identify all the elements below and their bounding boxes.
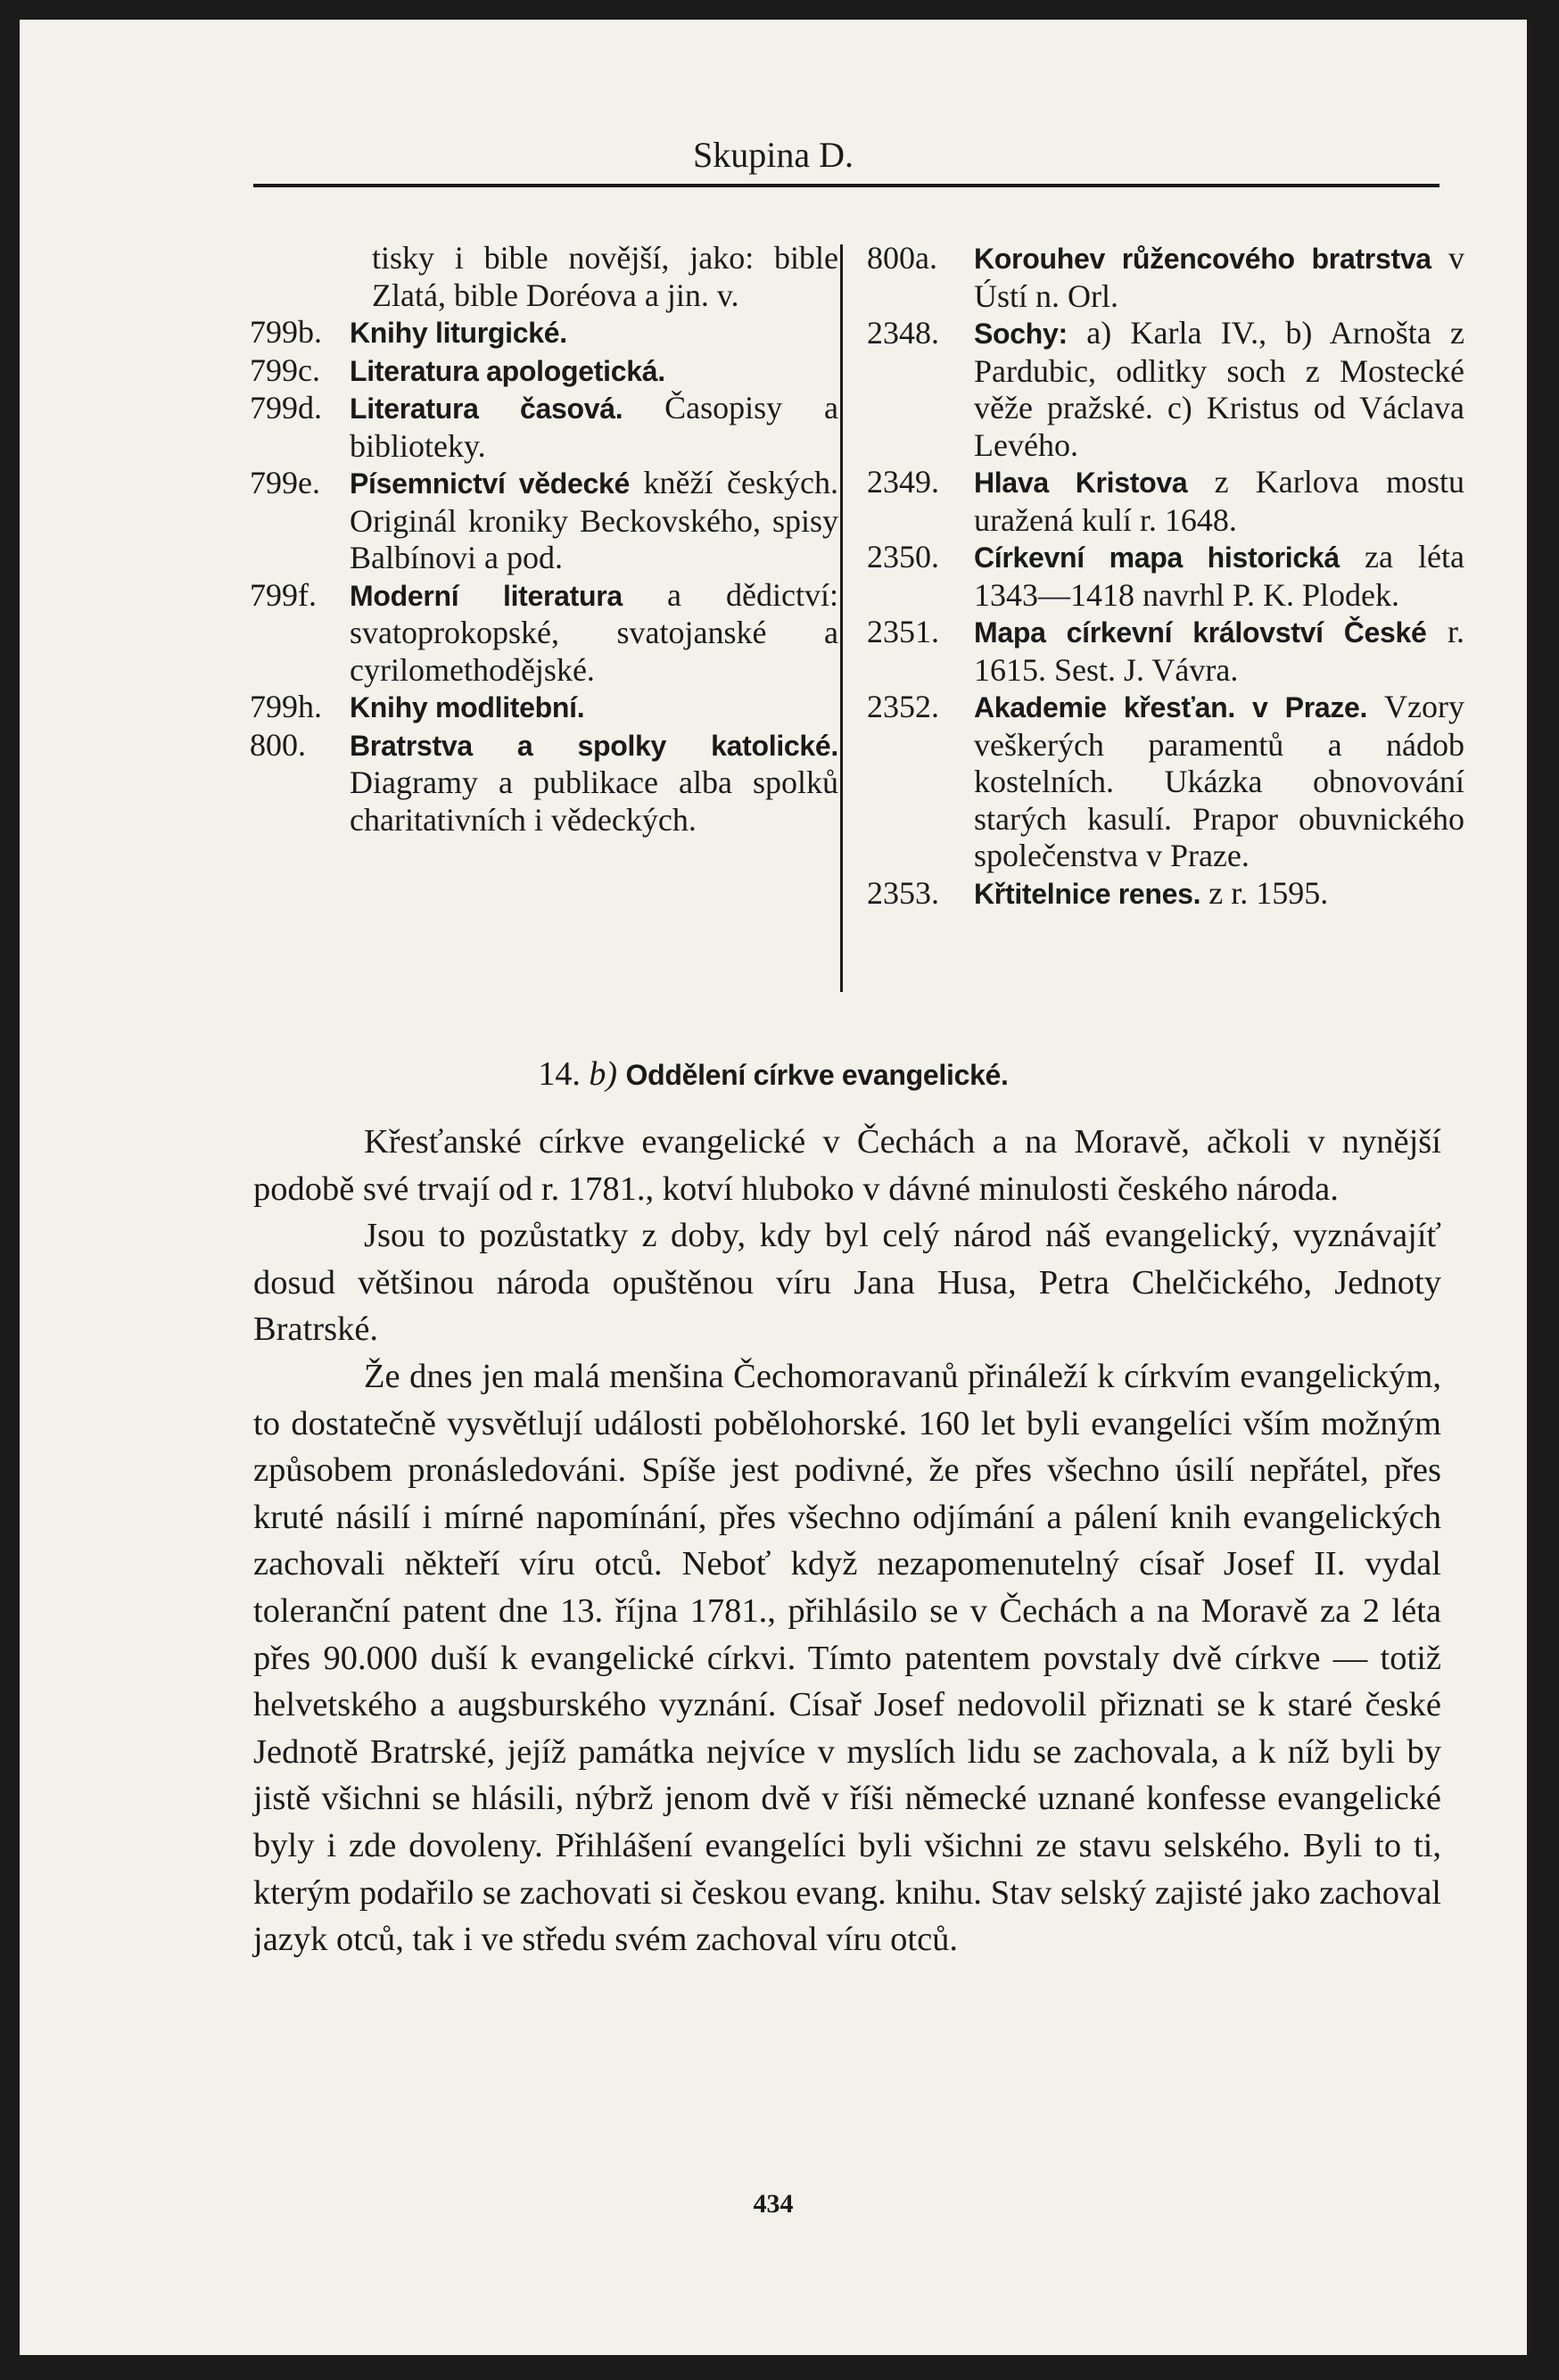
entry-text xyxy=(350,352,838,391)
entry-description: Časopisy a biblioteky. xyxy=(350,390,838,464)
entry-number: 799c. xyxy=(250,351,320,388)
section-heading xyxy=(20,1054,1527,1094)
catalog-entry xyxy=(867,240,1464,315)
catalog-entry xyxy=(867,875,1464,913)
entry-text xyxy=(350,727,838,839)
entry-title: Moderní literatura xyxy=(350,579,623,612)
entry-text xyxy=(350,465,838,577)
entry-title: Hlava Kristova xyxy=(974,467,1188,499)
entry-description: v Ústí n. Orl. xyxy=(974,240,1464,314)
book-page xyxy=(20,20,1527,2355)
entry-number: 2351. xyxy=(867,614,939,649)
entry-title: Knihy modlitební. xyxy=(350,691,585,723)
entry-text xyxy=(974,240,1464,315)
entry-text xyxy=(350,390,838,465)
entry-number: 2352. xyxy=(867,689,939,724)
section-title: Oddělení církve evangelické. xyxy=(625,1059,1009,1091)
catalog-entry xyxy=(250,577,838,690)
entry-title: Literatura apologetická. xyxy=(350,354,665,387)
body-text xyxy=(253,1119,1441,1963)
entry-number: 800. xyxy=(250,726,306,763)
entry-text xyxy=(350,314,838,352)
entry-number: 2350. xyxy=(867,539,939,574)
entry-text xyxy=(350,689,838,727)
entry-description: z r. 1595. xyxy=(1208,874,1329,911)
entry-number: 799f. xyxy=(250,576,317,613)
entry-title: Církevní mapa historická xyxy=(974,541,1340,574)
column-divider xyxy=(840,244,843,992)
entry-description: Vzory veškerých paramentů a nádob kostelních. Ukázka obnovování starých kasulí. Prapor obuvnického společenstva v Praze. xyxy=(974,689,1464,873)
entry-description: za léta 1343—1418 navrhl P. K. Plodek. xyxy=(974,539,1464,613)
entry-title: Knihy liturgické. xyxy=(350,317,567,349)
entry-number: 2349. xyxy=(867,464,939,500)
entry-title: Akademie křesťan. v Praze. xyxy=(974,691,1368,723)
entry-title: Mapa církevní království České xyxy=(974,616,1427,649)
entry-title: Literatura časová. xyxy=(350,393,623,425)
entry-title: Křtitelnice renes. xyxy=(974,877,1201,910)
entry-text xyxy=(350,577,838,690)
entry-text xyxy=(974,539,1464,614)
entry-number: 799h. xyxy=(250,689,322,724)
section-number: 14. xyxy=(538,1055,581,1093)
catalog-entry xyxy=(867,464,1464,539)
catalog-entry xyxy=(867,689,1464,875)
entry-title: Písemnictví vědecké xyxy=(350,467,630,500)
entry-number: 799d. xyxy=(250,390,322,426)
paragraph: Křesťanské církve evangelické v Čechách a na Moravě, ačkoli v nynější podobě své trvají od r. 1781., kotví hluboko v dávné minulosti českého národa. xyxy=(253,1123,1441,1208)
entry-title: Korouhev růžencového bratrstva xyxy=(974,243,1431,275)
entry-description: Diagramy a publikace alba spolků charitativních i vědeckých. xyxy=(350,764,838,838)
catalog-entry xyxy=(250,727,838,839)
entry-number: 2348. xyxy=(867,315,939,351)
entry-text xyxy=(974,689,1464,875)
entry-description: a) Karla IV., b) Arnošta z Pardubic, odlitky soch z Mostecké věže pražské. c) Kristus od Václava Levého. xyxy=(974,315,1465,463)
left-column-intro: tisky i bible novější, jako: bible Zlatá, bible Doréova a jin. v. xyxy=(372,240,838,313)
entry-number: 2353. xyxy=(867,874,939,911)
entry-text xyxy=(974,464,1464,539)
catalog-entry xyxy=(250,352,838,391)
catalog-entry xyxy=(250,390,838,465)
catalog-entry xyxy=(867,614,1464,689)
entry-description: z Karlova mostu uražená kulí r. 1648. xyxy=(974,464,1464,538)
catalog-entry xyxy=(867,539,1464,614)
right-column xyxy=(867,240,1464,913)
catalog-entry xyxy=(250,314,838,352)
catalog-entry xyxy=(867,315,1464,464)
paragraph: Že dnes jen malá menšina Čechomoravanů přináleží k církvím evangelickým, to dostatečně vysvětlují události pobělohorské. 160 let byli evangelíci vším možným způsobem pronásledováni. Spíše jest podivné, že přes všechno úsilí nepřátel, přes kruté násilí i mírné napomínání, přes všechno odjímání a pálení knih evangelických zachovali někteří víru otců. Neboť když nezapomenutelný císař Josef II. vydal toleranční patent dne 13. října 1781., přihlásilo se v Čechách a na Moravě za 2 léta přes 90.000 duší k evangelické církvi. Tímto patentem povstaly dvě církve — totiž helvetského a augsburského vyznání. Císař Josef nedovolil přiznati se k staré české Jednotě Bratrské, jejíž památka nejvíce v myslích lidu se zachovala, a k níž byli by jistě všichni se hlásili, nýbrž jenom dvě v říši německé uznané konfesse evangelické byly i zde dovoleny. Přihlášení evangelíci byli všichni ze stavu selského. Byli to ti, kterým podařilo se zachovati si českou evang. knihu. Stav selský zajisté jako zachoval jazyk otců, tak i ve středu svém zachoval víru otců. xyxy=(253,1357,1441,1959)
entry-description: a dědictví: svatoprokopské, svatojanské a cyrilomethodějské. xyxy=(350,576,839,688)
catalog-entry xyxy=(250,689,838,727)
entry-title: Sochy: xyxy=(974,318,1068,350)
entry-description: r. 1615. Sest. J. Vávra. xyxy=(974,614,1464,688)
entry-number: 799b. xyxy=(250,314,322,350)
catalog-entry xyxy=(250,465,838,577)
entry-title: Bratrstva a spolky katolické. xyxy=(350,729,838,762)
entry-number: 799e. xyxy=(250,465,320,500)
entry-text xyxy=(974,875,1464,913)
paragraph: Jsou to pozůstatky z doby, kdy byl celý národ náš evangelický, vyznávajíť dosud většinou národa opuštěnou víru Jana Husa, Petra Chelčického, Jednoty Bratrské. xyxy=(253,1217,1441,1349)
page-number: 434 xyxy=(753,2189,794,2219)
running-head: Skupina D. xyxy=(693,135,854,175)
entry-description: kněží českých. Originál kroniky Beckovského, spisy Balbínovi a pod. xyxy=(350,465,839,575)
entry-number: 800a. xyxy=(867,240,937,276)
left-column xyxy=(250,240,838,839)
section-letter: b) xyxy=(589,1055,617,1093)
entry-text xyxy=(974,315,1464,464)
entry-text xyxy=(974,614,1464,689)
header-rule xyxy=(253,184,1439,187)
